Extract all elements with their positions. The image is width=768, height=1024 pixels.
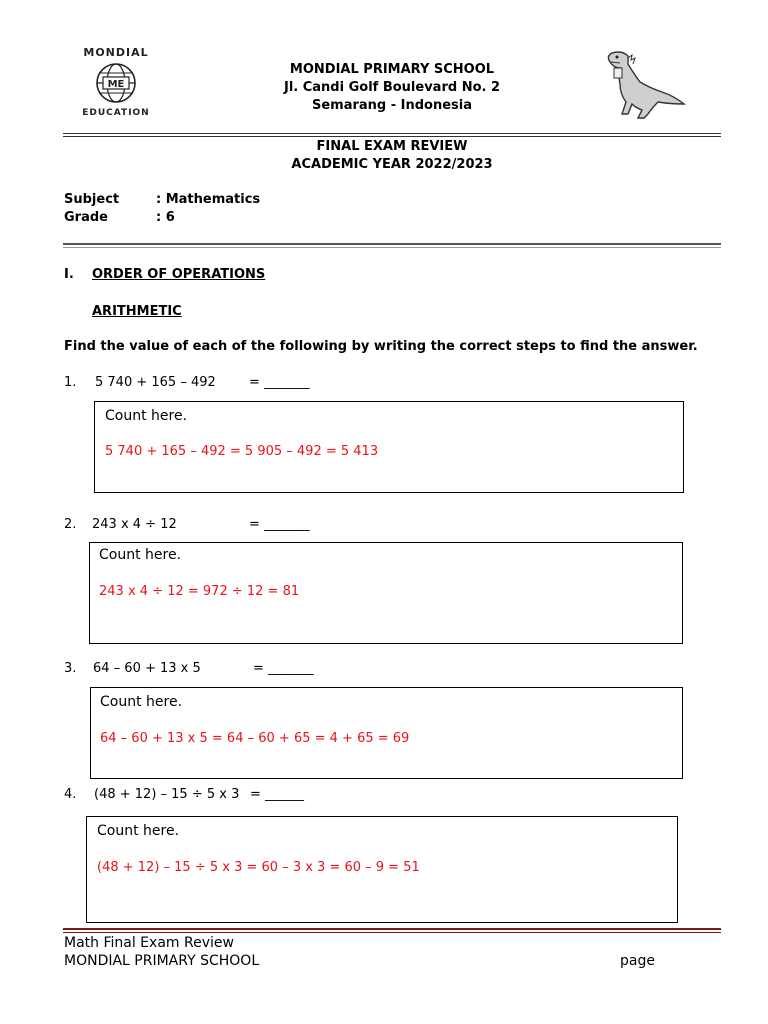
academic-year: ACADEMIC YEAR 2022/2023 xyxy=(291,157,493,172)
answer-box[interactable] xyxy=(94,401,684,493)
answer-box[interactable] xyxy=(86,816,678,923)
dinosaur-mascot-icon xyxy=(600,48,686,120)
section-title: ORDER OF OPERATIONS xyxy=(92,267,266,282)
question-expression: 64 – 60 + 13 x 5 xyxy=(93,661,201,676)
answer-box[interactable] xyxy=(90,687,683,779)
school-name: MONDIAL PRIMARY SCHOOL xyxy=(289,62,495,77)
grade-value: : 6 xyxy=(156,210,175,225)
grade-label: Grade xyxy=(64,210,108,225)
worked-answer: 64 – 60 + 13 x 5 = 64 – 60 + 65 = 4 + 65 = 69 xyxy=(100,731,410,746)
info-rule-bottom xyxy=(63,247,721,248)
question-number: 2. xyxy=(64,517,77,532)
question-expression: 5 740 + 165 – 492 xyxy=(95,375,216,390)
mondial-logo xyxy=(74,46,158,120)
footer-page: page xyxy=(620,953,655,969)
worked-answer: (48 + 12) – 15 ÷ 5 x 3 = 60 – 3 x 3 = 60 – 9 = 51 xyxy=(97,860,420,875)
header-rule-top xyxy=(63,133,721,134)
answer-blank: = ______ xyxy=(250,787,305,802)
answer-blank: = _______ xyxy=(249,517,310,532)
count-label: Count here. xyxy=(97,823,180,839)
count-label: Count here. xyxy=(105,408,188,424)
footer-rule-bottom xyxy=(63,932,721,933)
footer-rule-top xyxy=(63,928,721,930)
logo-top-text: MONDIAL xyxy=(83,46,149,59)
question-number: 1. xyxy=(64,375,77,390)
question-number: 3. xyxy=(64,661,77,676)
footer-title: Math Final Exam Review xyxy=(64,935,234,951)
worked-answer: 5 740 + 165 – 492 = 5 905 – 492 = 5 413 xyxy=(105,444,379,459)
subject-value: : Mathematics xyxy=(156,192,261,207)
answer-blank: = _______ xyxy=(249,375,310,390)
header-rule-bottom xyxy=(63,136,721,137)
section-numeral: I. xyxy=(64,267,74,282)
question-number: 4. xyxy=(64,787,77,802)
school-address-1: Jl. Candi Golf Boulevard No. 2 xyxy=(283,80,501,95)
section-subtitle: ARITHMETIC xyxy=(92,304,182,319)
answer-blank: = _______ xyxy=(253,661,314,676)
answer-box[interactable] xyxy=(89,542,683,644)
worked-answer: 243 x 4 ÷ 12 = 972 ÷ 12 = 81 xyxy=(99,584,300,599)
instruction-text: Find the value of each of the following by writing the correct steps to find the answer. xyxy=(64,339,698,354)
question-expression: (48 + 12) – 15 ÷ 5 x 3 xyxy=(94,787,240,802)
logo-bottom-text: EDUCATION xyxy=(82,108,150,118)
globe-icon xyxy=(94,61,138,105)
question-expression: 243 x 4 ÷ 12 xyxy=(92,517,177,532)
count-label: Count here. xyxy=(100,694,183,710)
exam-title: FINAL EXAM REVIEW xyxy=(316,139,468,154)
school-address-2: Semarang - Indonesia xyxy=(311,98,473,113)
count-label: Count here. xyxy=(99,547,182,563)
footer-school: MONDIAL PRIMARY SCHOOL xyxy=(64,953,260,969)
info-rule-top xyxy=(63,243,721,245)
subject-label: Subject xyxy=(64,192,120,207)
logo-emblem-text: ME xyxy=(107,79,125,90)
